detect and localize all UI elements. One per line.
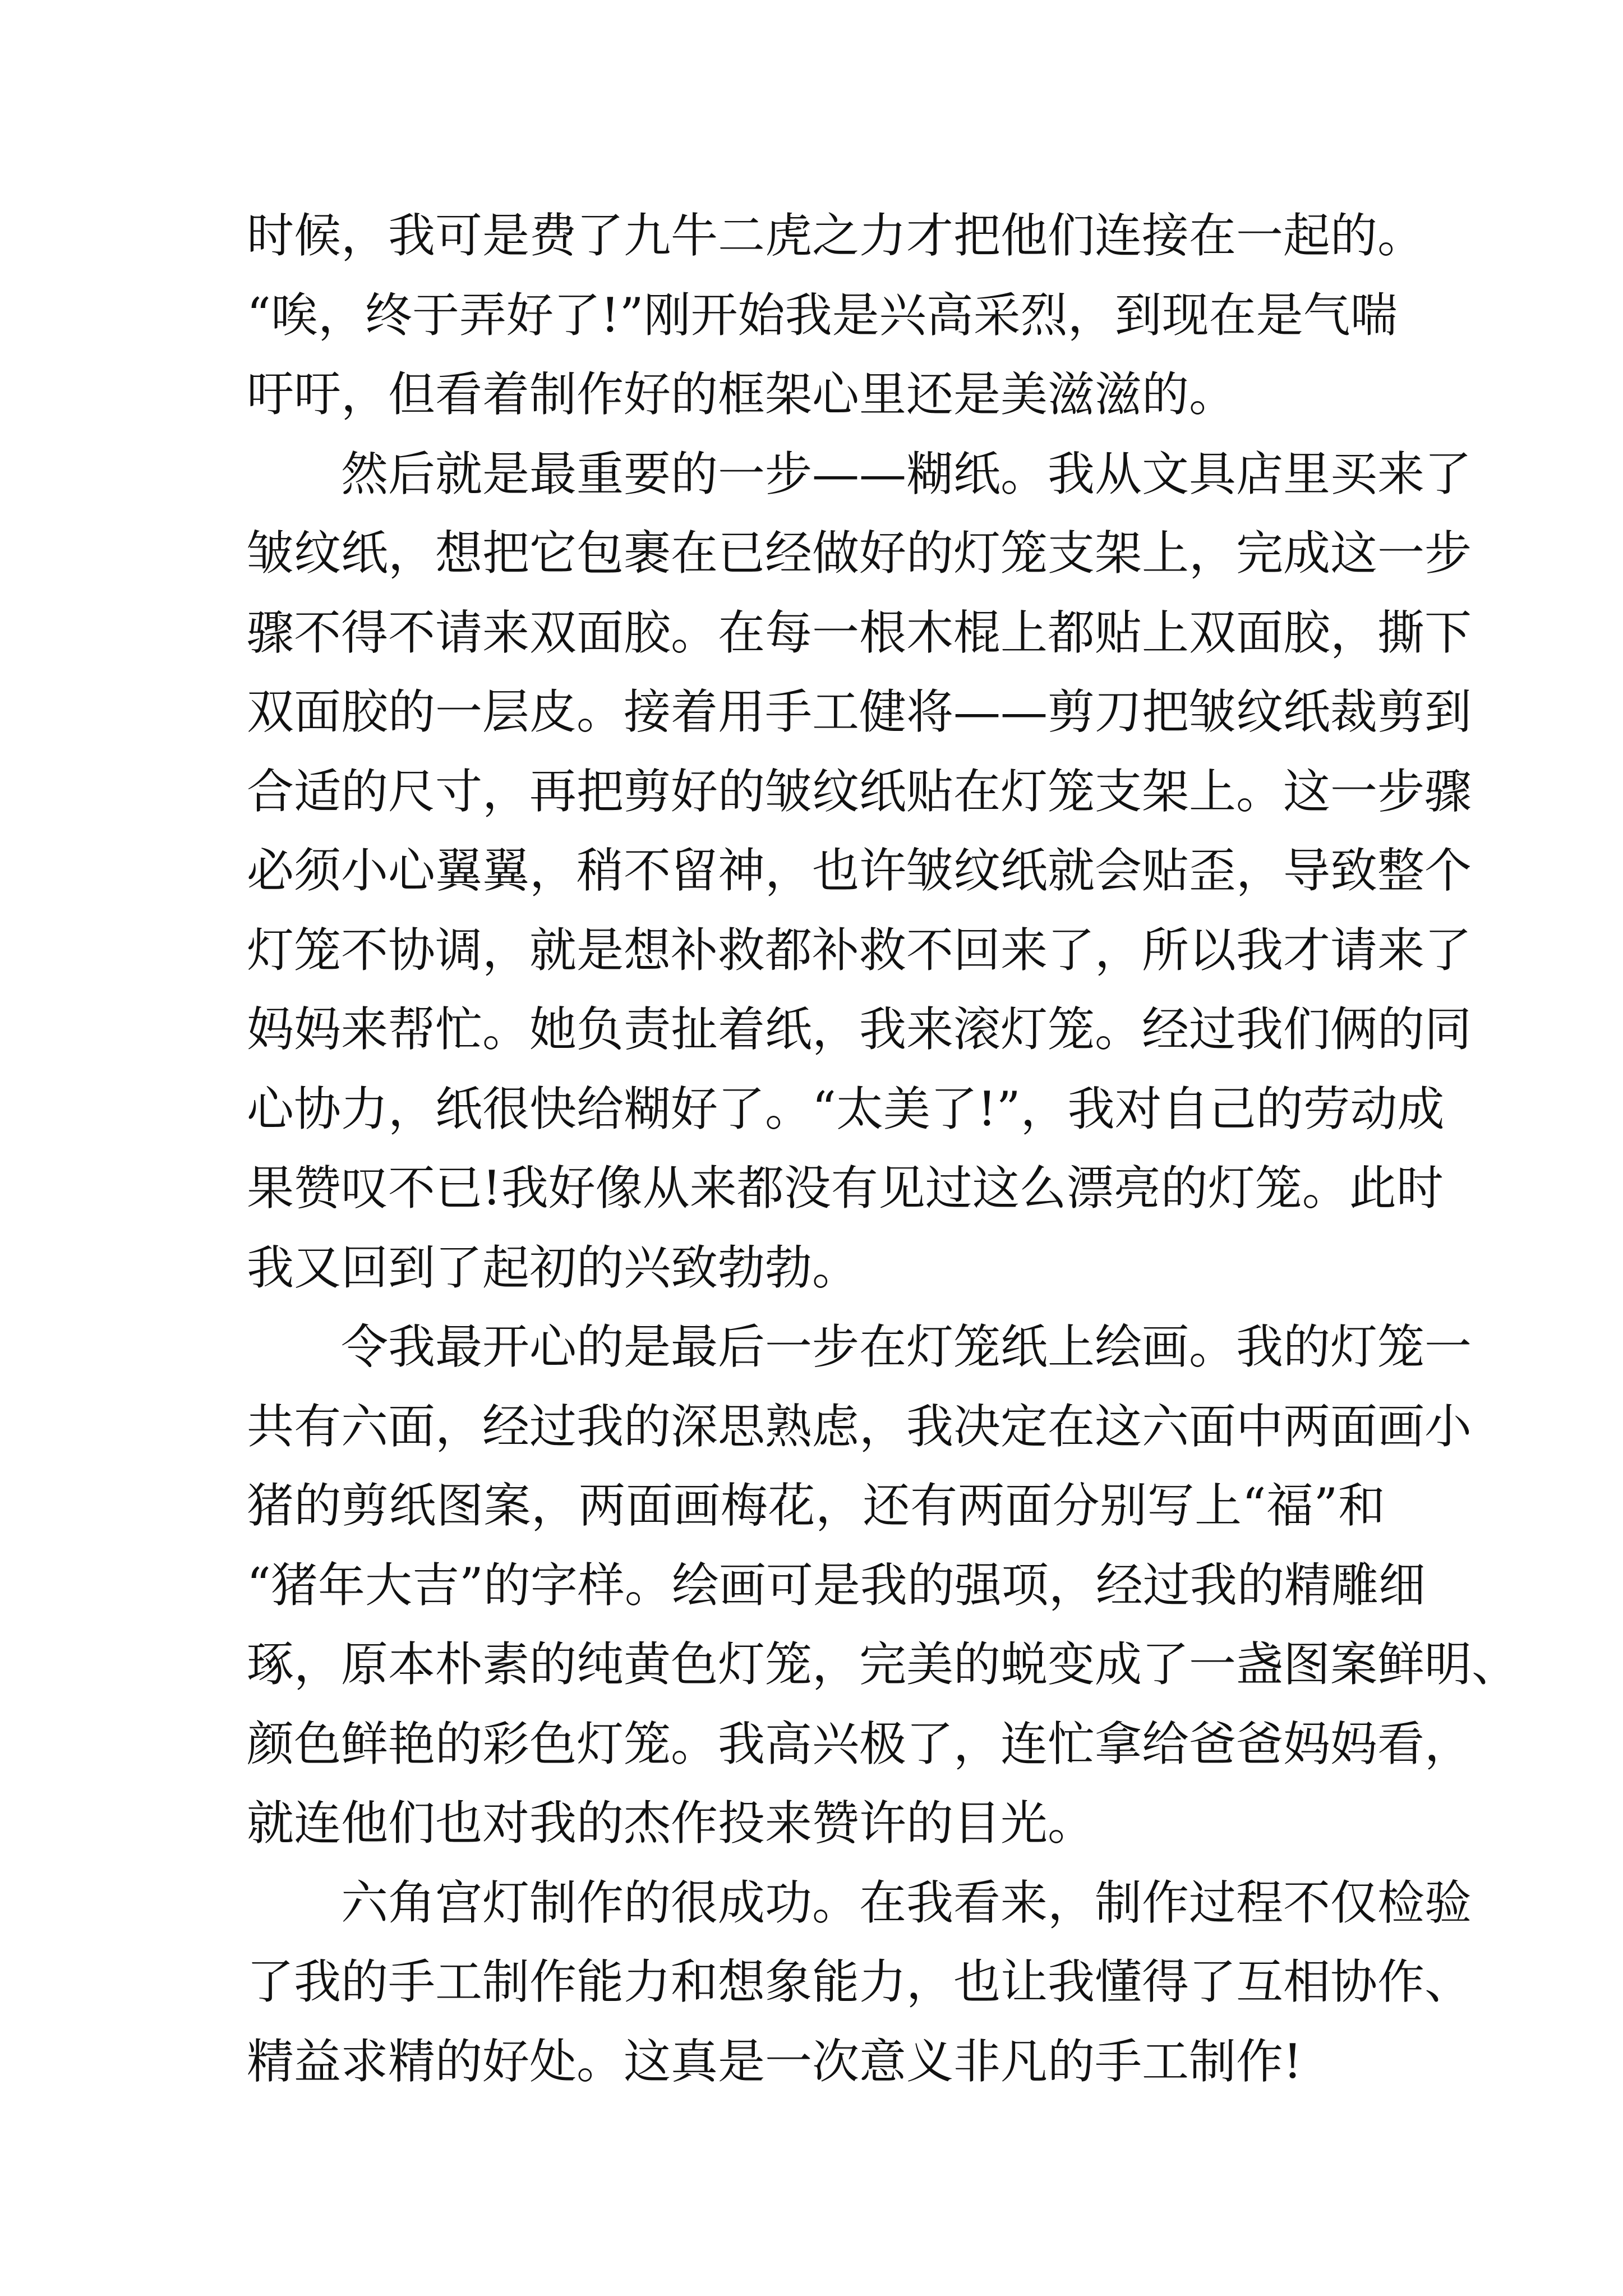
text-line: 骤不得不请来双面胶。在每一根木棍上都贴上双面胶，撕下 bbox=[247, 605, 1472, 660]
text-line: 心协力，纸很快给糊好了。“太美了!”，我对自己的劳动成 bbox=[247, 1081, 1445, 1137]
text-line: 皱纹纸，想把它包裹在已经做好的灯笼支架上，完成这一步 bbox=[247, 526, 1472, 581]
text-line: 就连他们也对我的杰作投来赞许的目光。 bbox=[247, 1796, 1095, 1851]
text-line: 果赞叹不已!我好像从来都没有见过这么漂亮的灯笼。此时 bbox=[247, 1161, 1444, 1216]
text-line: 了我的手工制作能力和想象能力，也让我懂得了互相协作、 bbox=[247, 1954, 1472, 2009]
paragraph-2 bbox=[247, 435, 1472, 1308]
paragraph-4 bbox=[247, 1864, 1472, 2102]
text-line: 吁吁，但看着制作好的框架心里还是美滋滋的。 bbox=[247, 367, 1237, 422]
text-line: 时候，我可是费了九牛二虎之力才把他们连接在一起的。 bbox=[247, 208, 1425, 263]
text-line: 合适的尺寸，再把剪好的皱纹纸贴在灯笼支架上。这一步骤 bbox=[247, 763, 1472, 819]
text-line: 共有六面，经过我的深思熟虑，我决定在这六面中两面画小 bbox=[247, 1398, 1472, 1454]
document-body bbox=[247, 196, 1519, 2101]
text-line: 六角宫灯制作的很成功。在我看来，制作过程不仅检验 bbox=[247, 1875, 1472, 1930]
text-line: 双面胶的一层皮。接着用手工健将——剪刀把皱纹纸裁剪到 bbox=[247, 684, 1472, 739]
paragraph-3 bbox=[247, 1308, 1519, 1864]
text-line: 精益求精的好处。这真是一次意义非凡的手工制作! bbox=[247, 2033, 1302, 2089]
paragraph-1 bbox=[247, 196, 1425, 435]
text-line: 必须小心翼翼，稍不留神，也许皱纹纸就会贴歪，导致整个 bbox=[247, 843, 1472, 898]
text-line: 妈妈来帮忙。她负责扯着纸，我来滚灯笼。经过我们俩的同 bbox=[247, 1002, 1472, 1057]
text-line: “猪年大吉”的字样。绘画可是我的强项，经过我的精雕细 bbox=[247, 1557, 1426, 1613]
text-line: 然后就是最重要的一步——糊纸。我从文具店里买来了 bbox=[247, 446, 1472, 501]
text-line: 令我最开心的是最后一步在灯笼纸上绘画。我的灯笼一 bbox=[247, 1319, 1472, 1374]
text-line: 灯笼不协调，就是想补救都补救不回来了，所以我才请来了 bbox=[247, 922, 1472, 978]
text-line: 我又回到了起初的兴致勃勃。 bbox=[247, 1240, 860, 1295]
text-line: 颜色鲜艳的彩色灯笼。我高兴极了，连忙拿给爸爸妈妈看， bbox=[247, 1716, 1472, 1772]
text-line: 琢，原本朴素的纯黄色灯笼，完美的蜕变成了一盏图案鲜明、 bbox=[247, 1637, 1519, 1692]
text-line: “唉，终于弄好了!”刚开始我是兴高采烈，到现在是气喘 bbox=[247, 287, 1398, 343]
text-line: 猪的剪纸图案，两面画梅花，还有两面分别写上“福”和 bbox=[247, 1478, 1385, 1533]
